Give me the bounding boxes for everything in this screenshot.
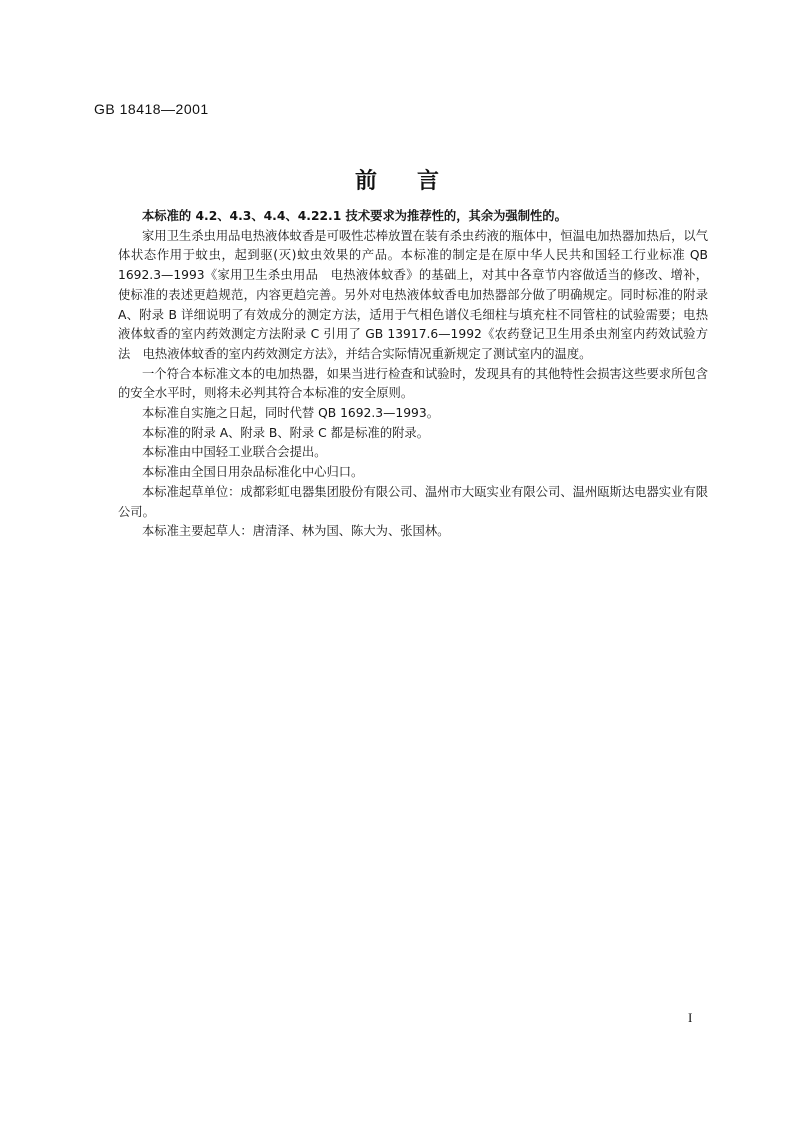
paragraph-annexes: 本标准的附录 A、附录 B、附录 C 都是标准的附录。 <box>142 425 430 440</box>
standard-code: GB 18418—2001 <box>94 101 209 117</box>
page-title: 前言 <box>354 169 479 194</box>
paragraph-drafting-units: 本标准起草单位：成都彩虹电器集团股份有限公司、温州市大瓯实业有限公司、温州瓯斯达电器实业有限公司。 <box>118 484 708 519</box>
paragraph-safety-principle: 一个符合本标准文本的电加热器，如果当进行检查和试验时，发现具有的其他特性会损害这些要求所包含的安全水平时，则将未必判其符合本标准的安全原则。 <box>118 366 708 401</box>
paragraph-proposed-by: 本标准由中国轻工业联合会提出。 <box>142 445 327 460</box>
paragraph-product-description: 家用卫生杀虫用品电热液体蚊香是可吸性芯棒放置在装有杀虫药液的瓶体中，恒温电加热器加热后，以气体状态作用于蚊虫，起到驱(灭)蚊虫效果的产品。本标准的制定是在原中华人民共和国轻工行业标准 QB 1692.3—1993《家用卫生杀虫用品 电热液体蚊香》的基础上，对其中各章节内容做适当的修改、增补，使标准的表述更趋规范，内容更趋完善。另外对电热液体蚊香电加热器部分做了明确规定。同时标准的附录 A、附录 B 详细说明了有效成分的测定方法，适用于气相色谱仪毛细柱与填充柱不同管柱的试验需要；电热液体蚊香的室内药效测定方法附录 C 引用了 GB 13917.6—1992《农药登记卫生用杀虫剂室内药效试验方法 电热液体蚊香的室内药效测定方法》，并结合实际情况重新规定了测试室内的温度。 <box>118 228 708 361</box>
page-number: I <box>688 1010 693 1025</box>
foreword-body <box>118 207 708 542</box>
paragraph-drafters: 本标准主要起草人：唐清泽、林为国、陈大为、张国林。 <box>142 524 450 539</box>
paragraph-centralized-by: 本标准由全国日用杂品标准化中心归口。 <box>142 465 364 480</box>
paragraph-replacement: 本标准自实施之日起，同时代替 QB 1692.3—1993。 <box>142 406 440 421</box>
paragraph-technical-requirements: 本标准的 4.2、4.3、4.4、4.22.1 技术要求为推荐性的，其余为强制性的。 <box>142 209 567 223</box>
